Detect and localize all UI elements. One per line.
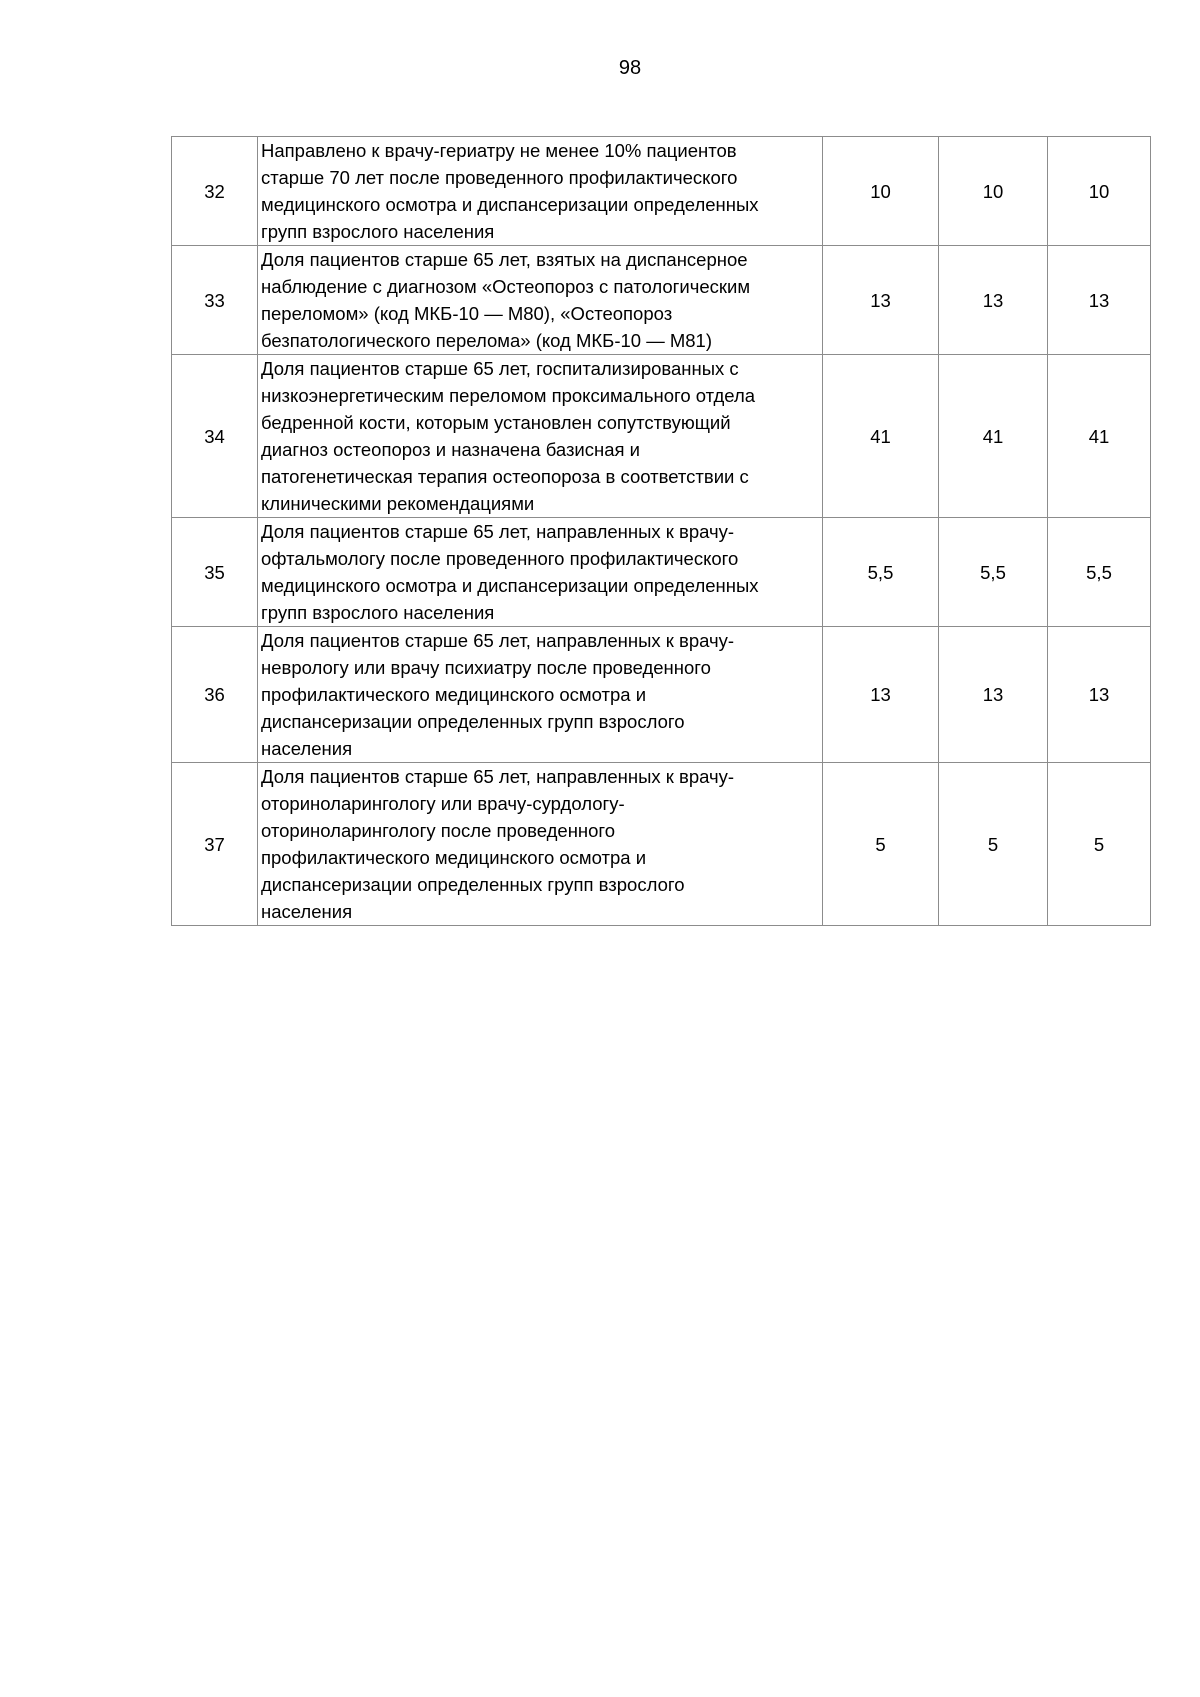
value-cell-2: 13 xyxy=(939,246,1048,355)
value-cell-1: 41 xyxy=(823,355,939,518)
value-cell-1: 13 xyxy=(823,246,939,355)
indicator-description xyxy=(258,763,823,926)
indicator-description xyxy=(258,518,823,627)
table-row xyxy=(172,355,1151,518)
description-line: офтальмологу после проведенного профилактического xyxy=(261,548,739,569)
indicator-description xyxy=(258,137,823,246)
row-number: 33 xyxy=(172,246,258,355)
value-cell-1: 5,5 xyxy=(823,518,939,627)
value-cell-3: 5,5 xyxy=(1048,518,1151,627)
page-number: 98 xyxy=(618,57,642,79)
description-line: групп взрослого населения xyxy=(261,221,495,242)
description-line: Доля пациентов старше 65 лет, направленных к врачу- xyxy=(261,630,735,651)
value-cell-1: 13 xyxy=(823,627,939,763)
description-line: групп взрослого населения xyxy=(261,602,495,623)
row-number: 34 xyxy=(172,355,258,518)
table-row xyxy=(172,763,1151,926)
description-line: диспансеризации определенных групп взрослого xyxy=(261,711,685,732)
description-line: бедренной кости, которым установлен сопутствующий xyxy=(261,412,731,433)
value-cell-1: 5 xyxy=(823,763,939,926)
value-cell-3: 5 xyxy=(1048,763,1151,926)
description-line: Доля пациентов старше 65 лет, госпитализированных с xyxy=(261,358,739,379)
table-row xyxy=(172,518,1151,627)
description-line: диспансеризации определенных групп взрослого xyxy=(261,874,685,895)
indicator-description xyxy=(258,246,823,355)
value-cell-3: 13 xyxy=(1048,627,1151,763)
description-line: клиническими рекомендациями xyxy=(261,493,535,514)
description-line: медицинского осмотра и диспансеризации определенных xyxy=(261,575,759,596)
indicators-table-body xyxy=(172,137,1151,926)
description-line: оториноларингологу после проведенного xyxy=(261,820,616,841)
value-cell-3: 10 xyxy=(1048,137,1151,246)
description-line: безпатологического перелома» (код МКБ-10 — M81) xyxy=(261,330,712,351)
description-line: Доля пациентов старше 65 лет, направленных к врачу- xyxy=(261,766,735,787)
description-line: населения xyxy=(261,901,353,922)
value-cell-3: 13 xyxy=(1048,246,1151,355)
description-line: низкоэнергетическим переломом проксимального отдела xyxy=(261,385,756,406)
description-line: старше 70 лет после проведенного профилактического xyxy=(261,167,738,188)
indicator-description xyxy=(258,355,823,518)
description-line: неврологу или врачу психиатру после проведенного xyxy=(261,657,711,678)
description-line: переломом» (код МКБ-10 — M80), «Остеопороз xyxy=(261,303,673,324)
row-number: 32 xyxy=(172,137,258,246)
description-line: Направлено к врачу-гериатру не менее 10% пациентов xyxy=(261,140,737,161)
description-line: Доля пациентов старше 65 лет, направленных к врачу- xyxy=(261,521,735,542)
description-line: профилактического медицинского осмотра и xyxy=(261,847,647,868)
value-cell-2: 13 xyxy=(939,627,1048,763)
value-cell-2: 10 xyxy=(939,137,1048,246)
description-line: патогенетическая терапия остеопороза в соответствии с xyxy=(261,466,749,487)
value-cell-2: 41 xyxy=(939,355,1048,518)
indicator-description xyxy=(258,627,823,763)
description-line: медицинского осмотра и диспансеризации определенных xyxy=(261,194,759,215)
description-line: оториноларингологу или врачу-сурдологу- xyxy=(261,793,625,814)
row-number: 35 xyxy=(172,518,258,627)
value-cell-2: 5 xyxy=(939,763,1048,926)
table-row xyxy=(172,246,1151,355)
row-number: 36 xyxy=(172,627,258,763)
description-line: наблюдение с диагнозом «Остеопороз с патологическим xyxy=(261,276,751,297)
description-line: профилактического медицинского осмотра и xyxy=(261,684,647,705)
description-line: населения xyxy=(261,738,353,759)
table-row xyxy=(172,627,1151,763)
row-number: 37 xyxy=(172,763,258,926)
description-line: диагноз остеопороз и назначена базисная и xyxy=(261,439,641,460)
indicators-table xyxy=(171,136,1151,926)
value-cell-1: 10 xyxy=(823,137,939,246)
description-line: Доля пациентов старше 65 лет, взятых на диспансерное xyxy=(261,249,748,270)
value-cell-2: 5,5 xyxy=(939,518,1048,627)
value-cell-3: 41 xyxy=(1048,355,1151,518)
table-row xyxy=(172,137,1151,246)
